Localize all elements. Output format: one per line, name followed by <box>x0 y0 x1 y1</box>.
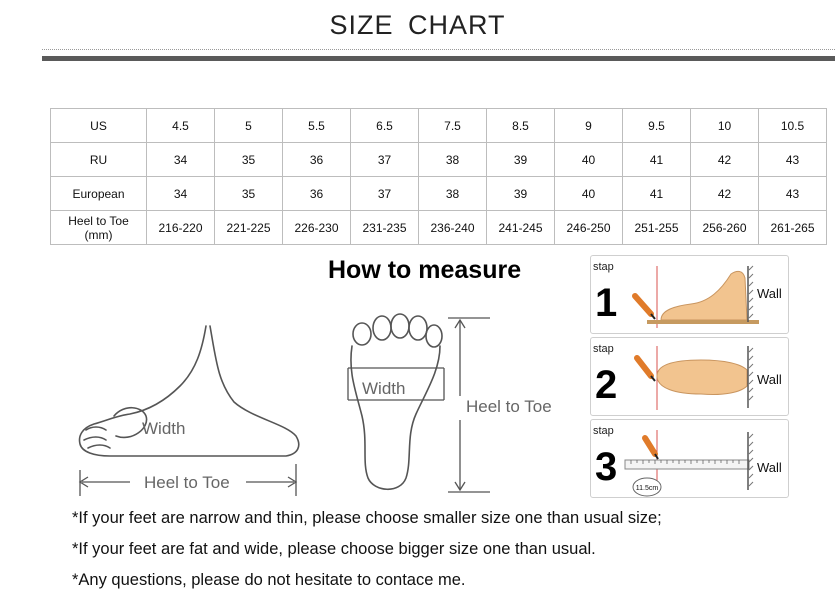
table-cell: 40 <box>555 177 623 211</box>
toe <box>373 316 391 340</box>
table-cell: 39 <box>487 143 555 177</box>
foot-side-view-illustration <box>70 320 310 500</box>
table-cell: 9 <box>555 109 623 143</box>
size-chart-table <box>50 108 827 245</box>
table-cell: 246-250 <box>555 211 623 245</box>
table-cell: 231-235 <box>351 211 419 245</box>
step-number: 2 <box>595 363 618 407</box>
table-cell: 35 <box>215 143 283 177</box>
table-cell: 236-240 <box>419 211 487 245</box>
table-cell: 36 <box>283 177 351 211</box>
row-header-line: Heel to Toe <box>68 213 129 228</box>
toe <box>353 323 371 345</box>
table-cell: 8.5 <box>487 109 555 143</box>
toe <box>426 325 442 347</box>
title-dotted-divider <box>42 49 835 50</box>
table-cell: 4.5 <box>147 109 215 143</box>
table-cell: 38 <box>419 177 487 211</box>
wall-label: Wall <box>757 372 782 387</box>
sole-width-label: Width <box>362 379 406 398</box>
table-cell: 251-255 <box>623 211 691 245</box>
table-cell: 42 <box>691 177 759 211</box>
table-cell: 10 <box>691 109 759 143</box>
toe <box>391 314 409 338</box>
wall-label: Wall <box>757 286 782 301</box>
foot-sole-view-illustration <box>340 312 580 498</box>
sole-heel-to-toe-label: Heel to Toe <box>466 397 552 416</box>
pencil-icon <box>645 438 658 459</box>
ruler-icon <box>625 460 749 469</box>
step-number: 1 <box>595 281 618 325</box>
foot-side-outline <box>80 326 299 456</box>
step-tag: stap <box>593 261 614 273</box>
table-cell: 216-220 <box>147 211 215 245</box>
table-cell: 6.5 <box>351 109 419 143</box>
toe-lines <box>84 427 110 448</box>
row-header-us: US <box>51 109 147 143</box>
table-cell: 37 <box>351 143 419 177</box>
title-divider-bar <box>42 56 835 61</box>
table-cell: 5 <box>215 109 283 143</box>
step-panel-3 <box>590 419 789 498</box>
table-cell: 10.5 <box>759 109 827 143</box>
step-tag: stap <box>593 425 614 437</box>
toe <box>409 316 427 340</box>
table-cell: 43 <box>759 143 827 177</box>
table-cell: 226-230 <box>283 211 351 245</box>
table-cell: 37 <box>351 177 419 211</box>
table-cell: 41 <box>623 143 691 177</box>
side-width-label: Width <box>142 419 186 438</box>
table-cell: 261-265 <box>759 211 827 245</box>
table-cell: 34 <box>147 143 215 177</box>
table-cell: 5.5 <box>283 109 351 143</box>
table-cell: 35 <box>215 177 283 211</box>
table-cell: 221-225 <box>215 211 283 245</box>
row-header-ru: RU <box>51 143 147 177</box>
step-panel-1 <box>590 255 789 334</box>
table-row-us <box>51 109 827 143</box>
table-cell: 9.5 <box>623 109 691 143</box>
step-tag: stap <box>593 343 614 355</box>
table-cell: 43 <box>759 177 827 211</box>
table-cell: 42 <box>691 143 759 177</box>
table-cell: 38 <box>419 143 487 177</box>
table-cell: 36 <box>283 143 351 177</box>
measure-value: 11.5cm <box>635 485 659 492</box>
side-heel-to-toe-label: Heel to Toe <box>144 473 230 492</box>
row-header-european: European <box>51 177 147 211</box>
foot-top-icon <box>657 360 747 395</box>
table-cell: 40 <box>555 143 623 177</box>
pencil-icon <box>635 296 655 319</box>
table-cell: 39 <box>487 177 555 211</box>
pencil-icon <box>637 358 655 381</box>
step-panel-2 <box>590 337 789 416</box>
wall-label: Wall <box>757 460 782 475</box>
note-narrow-feet: *If your feet are narrow and thin, please choose smaller size one than usual size; <box>72 509 662 527</box>
page-title: SIZE CHART <box>329 10 506 40</box>
foot-side-icon <box>661 271 747 320</box>
note-questions: *Any questions, please do not hesitate to contace me. <box>72 571 466 589</box>
how-to-measure-heading: How to measure <box>328 256 522 284</box>
table-cell: 34 <box>147 177 215 211</box>
table-row-european <box>51 177 827 211</box>
row-header-heel-to-toe <box>51 211 147 245</box>
table-row-ru <box>51 143 827 177</box>
row-header-line: (mm) <box>84 227 113 242</box>
table-row-heel-to-toe <box>51 211 827 245</box>
note-wide-feet: *If your feet are fat and wide, please choose bigger size one than usual. <box>72 540 596 558</box>
table-cell: 7.5 <box>419 109 487 143</box>
table-cell: 41 <box>623 177 691 211</box>
table-cell: 256-260 <box>691 211 759 245</box>
step-number: 3 <box>595 445 618 489</box>
table-cell: 241-245 <box>487 211 555 245</box>
